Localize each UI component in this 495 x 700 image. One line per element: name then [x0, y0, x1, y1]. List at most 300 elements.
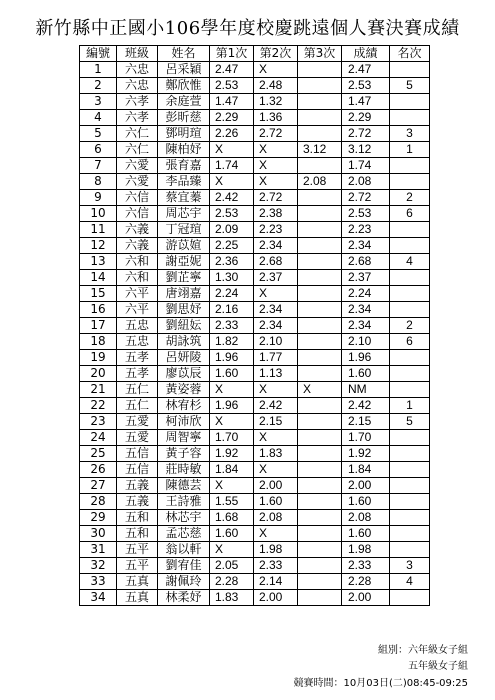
cell-attempt-2: 2.38 [254, 206, 298, 222]
cell-name: 謝佩玲 [158, 574, 210, 590]
cell-rank [390, 238, 430, 254]
cell-number: 33 [80, 574, 117, 590]
cell-result: 1.98 [342, 542, 390, 558]
cell-result: 1.74 [342, 158, 390, 174]
cell-class: 六忠 [117, 78, 158, 94]
cell-rank: 6 [390, 206, 430, 222]
cell-class: 五愛 [117, 430, 158, 446]
cell-attempt-2: 2.00 [254, 590, 298, 606]
cell-attempt-2: X [254, 286, 298, 302]
cell-attempt-3 [298, 366, 342, 382]
cell-result: 2.10 [342, 334, 390, 350]
cell-name: 柯沛欣 [158, 414, 210, 430]
cell-attempt-2: 2.10 [254, 334, 298, 350]
cell-attempt-2: 2.15 [254, 414, 298, 430]
cell-name: 游苡媗 [158, 238, 210, 254]
cell-rank [390, 526, 430, 542]
cell-attempt-2: 2.34 [254, 302, 298, 318]
cell-result: 1.60 [342, 494, 390, 510]
table-row [80, 62, 430, 78]
cell-number: 32 [80, 558, 117, 574]
cell-name: 呂妍陵 [158, 350, 210, 366]
cell-attempt-3 [298, 334, 342, 350]
header-rank: 名次 [390, 46, 430, 62]
cell-class: 六信 [117, 206, 158, 222]
cell-class: 五義 [117, 494, 158, 510]
cell-result: 2.15 [342, 414, 390, 430]
table-row [80, 366, 430, 382]
cell-rank [390, 430, 430, 446]
cell-rank: 3 [390, 558, 430, 574]
cell-number: 14 [80, 270, 117, 286]
cell-attempt-1: 2.29 [210, 110, 254, 126]
cell-attempt-3 [298, 302, 342, 318]
table-row [80, 286, 430, 302]
cell-number: 1 [80, 62, 117, 78]
cell-result: 2.34 [342, 318, 390, 334]
cell-attempt-1: X [210, 414, 254, 430]
cell-class: 五忠 [117, 334, 158, 350]
cell-attempt-2: 2.33 [254, 558, 298, 574]
cell-class: 五信 [117, 446, 158, 462]
header-attempt-1: 第1次 [210, 46, 254, 62]
header-attempt-3: 第3次 [298, 46, 342, 62]
table-row [80, 558, 430, 574]
cell-class: 五平 [117, 542, 158, 558]
cell-attempt-3 [298, 398, 342, 414]
cell-result: 3.12 [342, 142, 390, 158]
cell-rank [390, 222, 430, 238]
cell-result: 1.70 [342, 430, 390, 446]
cell-rank [390, 270, 430, 286]
cell-class: 六平 [117, 286, 158, 302]
cell-class: 六平 [117, 302, 158, 318]
cell-result: 2.42 [342, 398, 390, 414]
table-row [80, 526, 430, 542]
cell-number: 26 [80, 462, 117, 478]
cell-number: 18 [80, 334, 117, 350]
cell-attempt-3 [298, 94, 342, 110]
cell-result: 2.29 [342, 110, 390, 126]
cell-result: 2.24 [342, 286, 390, 302]
table-row [80, 158, 430, 174]
cell-number: 4 [80, 110, 117, 126]
table-row [80, 462, 430, 478]
header-name: 姓名 [158, 46, 210, 62]
cell-class: 六仁 [117, 126, 158, 142]
table-row [80, 334, 430, 350]
cell-attempt-3 [298, 590, 342, 606]
cell-class: 六義 [117, 238, 158, 254]
cell-name: 王詩雅 [158, 494, 210, 510]
cell-class: 六孝 [117, 110, 158, 126]
cell-name: 林芯宇 [158, 510, 210, 526]
cell-attempt-2: X [254, 430, 298, 446]
cell-class: 五真 [117, 574, 158, 590]
cell-result: 2.08 [342, 174, 390, 190]
cell-name: 陳德芸 [158, 478, 210, 494]
table-header-row [80, 46, 430, 62]
cell-attempt-1: 2.16 [210, 302, 254, 318]
cell-attempt-2: 1.77 [254, 350, 298, 366]
cell-class: 五信 [117, 462, 158, 478]
cell-attempt-2: 1.98 [254, 542, 298, 558]
cell-name: 鄧明瑄 [158, 126, 210, 142]
table-row [80, 142, 430, 158]
cell-attempt-1: 2.26 [210, 126, 254, 142]
table-row [80, 222, 430, 238]
cell-class: 五義 [117, 478, 158, 494]
cell-rank: 1 [390, 142, 430, 158]
table-row [80, 270, 430, 286]
cell-name: 翁以軒 [158, 542, 210, 558]
cell-attempt-3 [298, 190, 342, 206]
cell-rank [390, 174, 430, 190]
cell-attempt-1: 2.05 [210, 558, 254, 574]
cell-rank [390, 110, 430, 126]
cell-rank [390, 350, 430, 366]
cell-name: 莊時敏 [158, 462, 210, 478]
cell-number: 31 [80, 542, 117, 558]
cell-attempt-3 [298, 526, 342, 542]
cell-result: 2.68 [342, 254, 390, 270]
header-result: 成績 [342, 46, 390, 62]
table-row [80, 78, 430, 94]
cell-class: 五仁 [117, 382, 158, 398]
cell-name: 周芯宇 [158, 206, 210, 222]
cell-number: 13 [80, 254, 117, 270]
cell-number: 15 [80, 286, 117, 302]
cell-attempt-2: X [254, 62, 298, 78]
cell-result: 1.60 [342, 366, 390, 382]
cell-result: 1.92 [342, 446, 390, 462]
table-row [80, 398, 430, 414]
cell-rank [390, 510, 430, 526]
cell-number: 20 [80, 366, 117, 382]
cell-name: 謝亞妮 [158, 254, 210, 270]
cell-rank [390, 478, 430, 494]
table-row [80, 590, 430, 606]
cell-rank [390, 382, 430, 398]
cell-attempt-1: 2.47 [210, 62, 254, 78]
cell-result: 2.72 [342, 126, 390, 142]
cell-attempt-3: 3.12 [298, 142, 342, 158]
cell-attempt-2: 2.48 [254, 78, 298, 94]
cell-attempt-3 [298, 158, 342, 174]
cell-rank: 2 [390, 318, 430, 334]
cell-attempt-3 [298, 62, 342, 78]
cell-number: 25 [80, 446, 117, 462]
cell-class: 六愛 [117, 158, 158, 174]
header-number: 編號 [80, 46, 117, 62]
cell-name: 蔡宜蓁 [158, 190, 210, 206]
cell-rank [390, 302, 430, 318]
table-row [80, 126, 430, 142]
cell-name: 黃子容 [158, 446, 210, 462]
cell-result: 2.53 [342, 78, 390, 94]
cell-rank [390, 286, 430, 302]
cell-attempt-3: X [298, 382, 342, 398]
cell-class: 六和 [117, 254, 158, 270]
cell-class: 六愛 [117, 174, 158, 190]
cell-attempt-2: X [254, 382, 298, 398]
cell-attempt-1: X [210, 542, 254, 558]
cell-name: 胡詠筑 [158, 334, 210, 350]
cell-attempt-1: 1.55 [210, 494, 254, 510]
cell-number: 23 [80, 414, 117, 430]
cell-attempt-2: 2.08 [254, 510, 298, 526]
cell-name: 呂采穎 [158, 62, 210, 78]
cell-name: 余庭萱 [158, 94, 210, 110]
cell-attempt-1: 2.24 [210, 286, 254, 302]
cell-number: 5 [80, 126, 117, 142]
cell-attempt-1: 2.33 [210, 318, 254, 334]
cell-rank [390, 158, 430, 174]
cell-attempt-2: 2.72 [254, 190, 298, 206]
cell-attempt-1: 2.53 [210, 78, 254, 94]
cell-attempt-2: 1.36 [254, 110, 298, 126]
cell-name: 劉紐妘 [158, 318, 210, 334]
cell-attempt-3 [298, 430, 342, 446]
cell-number: 12 [80, 238, 117, 254]
cell-number: 16 [80, 302, 117, 318]
cell-attempt-3 [298, 238, 342, 254]
cell-class: 六義 [117, 222, 158, 238]
cell-number: 9 [80, 190, 117, 206]
cell-number: 28 [80, 494, 117, 510]
cell-attempt-3 [298, 462, 342, 478]
cell-number: 29 [80, 510, 117, 526]
cell-result: 2.33 [342, 558, 390, 574]
cell-attempt-1: 1.60 [210, 526, 254, 542]
cell-attempt-1: 1.74 [210, 158, 254, 174]
cell-class: 五愛 [117, 414, 158, 430]
cell-number: 21 [80, 382, 117, 398]
cell-attempt-3 [298, 558, 342, 574]
table-row [80, 494, 430, 510]
table-row [80, 542, 430, 558]
cell-attempt-2: X [254, 462, 298, 478]
cell-result: 2.23 [342, 222, 390, 238]
cell-attempt-3 [298, 254, 342, 270]
cell-attempt-3 [298, 206, 342, 222]
cell-result: 2.53 [342, 206, 390, 222]
cell-class: 五和 [117, 526, 158, 542]
cell-class: 五真 [117, 590, 158, 606]
cell-class: 五仁 [117, 398, 158, 414]
cell-attempt-3 [298, 574, 342, 590]
competition-time: 競賽時間：10月03日(二)08:45-09:25 [293, 678, 468, 689]
cell-number: 8 [80, 174, 117, 190]
cell-result: 1.47 [342, 94, 390, 110]
cell-attempt-3 [298, 350, 342, 366]
cell-attempt-2: 2.23 [254, 222, 298, 238]
cell-attempt-1: 2.28 [210, 574, 254, 590]
table-row [80, 254, 430, 270]
results-table [79, 45, 430, 606]
cell-name: 劉思妤 [158, 302, 210, 318]
cell-rank [390, 542, 430, 558]
table-row [80, 382, 430, 398]
cell-rank: 5 [390, 78, 430, 94]
cell-result: NM [342, 382, 390, 398]
cell-number: 3 [80, 94, 117, 110]
cell-attempt-3 [298, 110, 342, 126]
cell-number: 11 [80, 222, 117, 238]
cell-rank [390, 462, 430, 478]
cell-attempt-2: 2.42 [254, 398, 298, 414]
cell-attempt-3 [298, 478, 342, 494]
table-row [80, 430, 430, 446]
cell-attempt-2: X [254, 142, 298, 158]
table-row [80, 110, 430, 126]
cell-attempt-3 [298, 446, 342, 462]
cell-name: 丁冠瑄 [158, 222, 210, 238]
table-row [80, 574, 430, 590]
cell-name: 鄭欣惟 [158, 78, 210, 94]
table-row [80, 94, 430, 110]
table-row [80, 318, 430, 334]
cell-rank [390, 366, 430, 382]
cell-number: 19 [80, 350, 117, 366]
cell-attempt-2: 2.34 [254, 318, 298, 334]
cell-name: 林宥杉 [158, 398, 210, 414]
cell-attempt-2: 2.00 [254, 478, 298, 494]
cell-attempt-2: 2.68 [254, 254, 298, 270]
table-row [80, 414, 430, 430]
cell-attempt-1: 1.68 [210, 510, 254, 526]
table-row [80, 510, 430, 526]
cell-name: 孟芯慈 [158, 526, 210, 542]
cell-attempt-1: 1.96 [210, 398, 254, 414]
cell-class: 六和 [117, 270, 158, 286]
cell-number: 10 [80, 206, 117, 222]
cell-attempt-2: 2.37 [254, 270, 298, 286]
cell-number: 34 [80, 590, 117, 606]
cell-attempt-1: 1.92 [210, 446, 254, 462]
cell-class: 六忠 [117, 62, 158, 78]
cell-rank: 2 [390, 190, 430, 206]
cell-attempt-2: X [254, 174, 298, 190]
group-label-line-1: 組別：六年級女子組 [378, 645, 468, 656]
cell-attempt-1: X [210, 142, 254, 158]
cell-attempt-3: 2.08 [298, 174, 342, 190]
cell-attempt-1: 1.84 [210, 462, 254, 478]
cell-attempt-3 [298, 494, 342, 510]
cell-result: 2.72 [342, 190, 390, 206]
cell-result: 1.96 [342, 350, 390, 366]
cell-attempt-1: 2.25 [210, 238, 254, 254]
cell-rank [390, 62, 430, 78]
cell-name: 陳柏妤 [158, 142, 210, 158]
cell-rank: 4 [390, 254, 430, 270]
cell-attempt-1: 2.36 [210, 254, 254, 270]
cell-attempt-1: 2.53 [210, 206, 254, 222]
cell-number: 27 [80, 478, 117, 494]
cell-attempt-3 [298, 286, 342, 302]
cell-result: 2.08 [342, 510, 390, 526]
cell-attempt-1: 1.82 [210, 334, 254, 350]
cell-attempt-1: 1.70 [210, 430, 254, 446]
cell-result: 2.28 [342, 574, 390, 590]
table-row [80, 238, 430, 254]
cell-rank [390, 94, 430, 110]
cell-rank: 3 [390, 126, 430, 142]
cell-attempt-2: 2.14 [254, 574, 298, 590]
cell-attempt-1: 2.09 [210, 222, 254, 238]
cell-attempt-3 [298, 318, 342, 334]
cell-attempt-3 [298, 414, 342, 430]
cell-name: 林柔妤 [158, 590, 210, 606]
cell-name: 黃姿蓉 [158, 382, 210, 398]
cell-name: 彭昕慈 [158, 110, 210, 126]
group-label-line-2: 五年級女子組 [408, 661, 468, 672]
cell-attempt-1: 2.42 [210, 190, 254, 206]
cell-attempt-2: X [254, 158, 298, 174]
cell-attempt-2: 1.32 [254, 94, 298, 110]
page-title: 新竹縣中正國小106學年度校慶跳遠個人賽決賽成績 [35, 18, 460, 39]
cell-attempt-1: X [210, 478, 254, 494]
cell-attempt-2: 1.83 [254, 446, 298, 462]
cell-attempt-3 [298, 222, 342, 238]
cell-rank [390, 590, 430, 606]
cell-result: 2.34 [342, 302, 390, 318]
cell-attempt-1: 1.60 [210, 366, 254, 382]
cell-name: 唐翊嘉 [158, 286, 210, 302]
table-row [80, 350, 430, 366]
cell-attempt-2: 1.60 [254, 494, 298, 510]
cell-attempt-1: X [210, 174, 254, 190]
cell-number: 6 [80, 142, 117, 158]
cell-rank [390, 446, 430, 462]
cell-result: 2.00 [342, 590, 390, 606]
cell-name: 李品臻 [158, 174, 210, 190]
cell-name: 廖苡辰 [158, 366, 210, 382]
cell-attempt-1: 1.30 [210, 270, 254, 286]
table-row [80, 446, 430, 462]
cell-rank: 4 [390, 574, 430, 590]
cell-attempt-3 [298, 126, 342, 142]
cell-class: 五和 [117, 510, 158, 526]
cell-attempt-3 [298, 270, 342, 286]
cell-name: 劉宥佳 [158, 558, 210, 574]
cell-attempt-1: X [210, 382, 254, 398]
header-attempt-2: 第2次 [254, 46, 298, 62]
table-row [80, 190, 430, 206]
table-row [80, 206, 430, 222]
cell-number: 17 [80, 318, 117, 334]
cell-attempt-1: 1.96 [210, 350, 254, 366]
table-row [80, 478, 430, 494]
cell-number: 7 [80, 158, 117, 174]
cell-rank [390, 494, 430, 510]
cell-attempt-2: 2.34 [254, 238, 298, 254]
cell-class: 五忠 [117, 318, 158, 334]
cell-name: 張育嘉 [158, 158, 210, 174]
cell-attempt-3 [298, 510, 342, 526]
cell-class: 六信 [117, 190, 158, 206]
cell-name: 周智寧 [158, 430, 210, 446]
table-row [80, 302, 430, 318]
cell-attempt-3 [298, 542, 342, 558]
cell-result: 2.00 [342, 478, 390, 494]
cell-attempt-2: X [254, 526, 298, 542]
cell-class: 六仁 [117, 142, 158, 158]
cell-result: 2.37 [342, 270, 390, 286]
header-class: 班級 [117, 46, 158, 62]
cell-number: 2 [80, 78, 117, 94]
table-row [80, 174, 430, 190]
